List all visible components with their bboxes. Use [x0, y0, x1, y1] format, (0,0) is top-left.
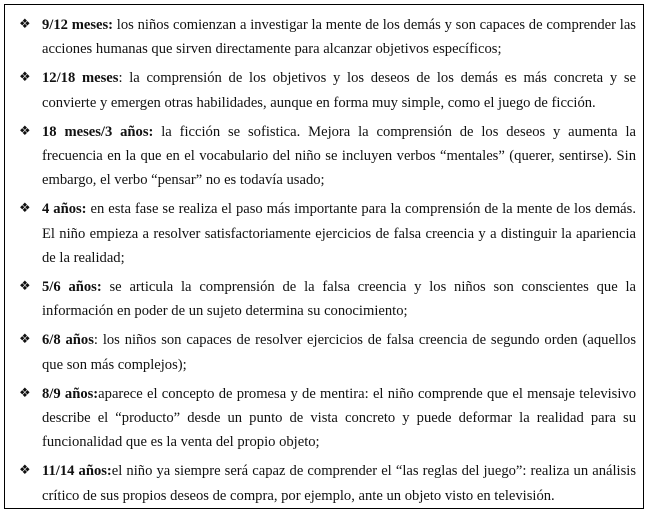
stage-description: la ficción se sofistica. Mejora la comprensión de los deseos y aumenta la frecuencia en la que en el vocabulario del niño se incluyen verbos “mentales” (querer, sentirse). Sin embargo, el verbo “pensar” no es todavía usado;: [42, 123, 636, 189]
diamond-bullet-icon: ❖: [19, 332, 31, 348]
list-item: [19, 66, 636, 114]
list-item: [19, 197, 636, 270]
list-item: [19, 275, 636, 323]
bordered-text-box: [4, 4, 644, 509]
stage-description: : la comprensión de los objetivos y los deseos de los demás es más concreta y se convierte y emergen otras habilidades, aunque en forma muy simple, como el juego de ficción.: [42, 70, 636, 111]
stage-description: : los niños son capaces de resolver ejercicios de falsa creencia de segundo orden (aquellos que son más complejos);: [42, 332, 637, 373]
diamond-bullet-icon: ❖: [19, 201, 31, 217]
diamond-bullet-icon: ❖: [19, 17, 31, 32]
diamond-bullet-icon: ❖: [19, 463, 31, 479]
diamond-bullet-icon: ❖: [19, 279, 31, 295]
stage-description: se articula la comprensión de la falsa creencia y los niños son conscientes que la información en poder de un sujeto determina su conocimiento;: [42, 279, 637, 320]
diamond-bullet-icon: ❖: [19, 123, 31, 139]
list-item: [19, 459, 636, 507]
stage-description: en esta fase se realiza el paso más importante para la comprensión de la mente de los demás. El niño empieza a resolver satisfactoriamente ejercicios de falsa creencia y a distinguir la apariencia de la realidad;: [42, 201, 636, 266]
stage-description: los niños comienzan a investigar la mente de los demás y son capaces de comprender las acciones humanas que sirven directamente para alcanzar objetivos específicos;: [42, 17, 636, 58]
list-item: [19, 13, 636, 61]
list-item: [19, 382, 636, 455]
stage-label: 8/9 años:: [42, 385, 99, 402]
diamond-bullet-icon: ❖: [19, 70, 31, 86]
stage-description: el niño ya siempre será capaz de comprender el “las reglas del juego”: realiza un análisis crítico de sus propios deseos de compra, por ejemplo, ante un objeto visto en televisión.: [42, 463, 637, 504]
stage-label: 11/14 años:: [42, 463, 112, 480]
list-item: [19, 328, 636, 376]
stage-label: 12/18 meses: [42, 70, 119, 87]
development-stages-list: [19, 13, 636, 513]
stage-label: 6/8 años: [42, 332, 94, 349]
stage-label: 18 meses/3 años:: [42, 123, 154, 140]
stage-label: 9/12 meses:: [42, 17, 114, 33]
diamond-bullet-icon: ❖: [19, 385, 31, 401]
stage-label: 5/6 años:: [42, 279, 102, 296]
stage-description: aparece el concepto de promesa y de mentira: el niño comprende que el mensaje televisivo describe el “producto” desde un punto de vista concreto y puede deformar la realidad para su funcionalidad que es la venta del propio objeto;: [42, 385, 636, 451]
stage-label: 4 años:: [42, 201, 87, 218]
list-item: [19, 120, 636, 193]
